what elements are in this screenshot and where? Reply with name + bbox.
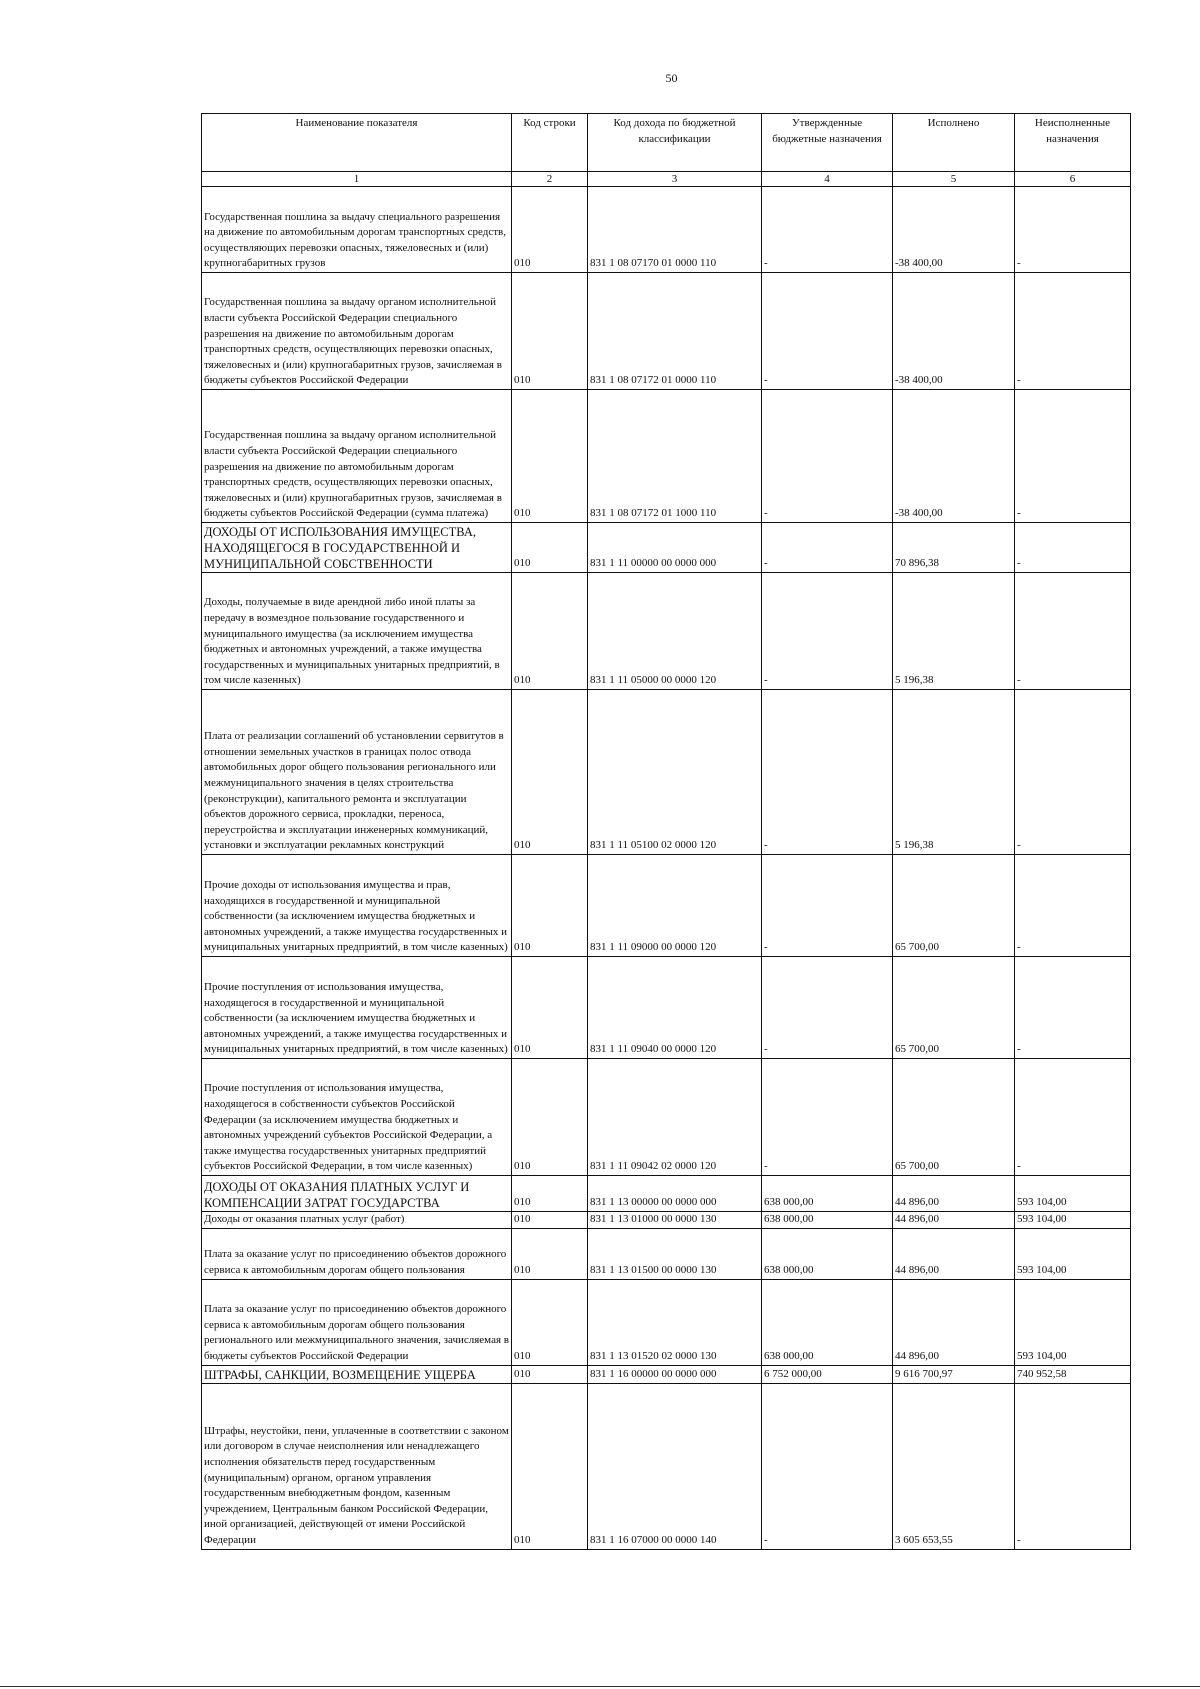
budget-report-table xyxy=(201,113,1131,1550)
row-unexecuted-amount: - xyxy=(1015,690,1131,855)
header-income-code: Код дохода по бюджетной классификации xyxy=(588,114,762,172)
row-line-code: 010 xyxy=(512,1176,588,1212)
row-approved-amount: 638 000,00 xyxy=(762,1228,893,1279)
row-approved-amount: 638 000,00 xyxy=(762,1176,893,1212)
table-row xyxy=(202,573,1131,690)
row-indicator-name: Доходы, получаемые в виде арендной либо иной платы за передачу в возмездное пользование государственного и муниципального имущества (за исключением имущества бюджетных и автономных учреждений, а также имущества государственных и муниципальных унитарных предприятий, в том числе казенных) xyxy=(202,573,512,690)
column-number: 3 xyxy=(588,172,762,187)
row-line-code: 010 xyxy=(512,273,588,390)
row-unexecuted-amount: 593 104,00 xyxy=(1015,1279,1131,1365)
row-income-code: 831 1 11 09000 00 0000 120 xyxy=(588,855,762,957)
row-income-code: 831 1 13 01500 00 0000 130 xyxy=(588,1228,762,1279)
table-row xyxy=(202,1228,1131,1279)
row-approved-amount: - xyxy=(762,1059,893,1176)
column-number: 2 xyxy=(512,172,588,187)
row-indicator-name: Плата за оказание услуг по присоединению объектов дорожного сервиса к автомобильным дорогам общего пользования xyxy=(202,1228,512,1279)
row-unexecuted-amount: - xyxy=(1015,855,1131,957)
table-row xyxy=(202,1176,1131,1212)
row-approved-amount: - xyxy=(762,1383,893,1549)
row-approved-amount: 6 752 000,00 xyxy=(762,1365,893,1383)
row-executed-amount: 65 700,00 xyxy=(893,1059,1015,1176)
column-number: 4 xyxy=(762,172,893,187)
header-row-code: Код строки xyxy=(512,114,588,172)
row-line-code: 010 xyxy=(512,1383,588,1549)
table-row xyxy=(202,390,1131,523)
row-executed-amount: 44 896,00 xyxy=(893,1212,1015,1229)
table-row xyxy=(202,1212,1131,1229)
header-executed: Исполнено xyxy=(893,114,1015,172)
column-number: 6 xyxy=(1015,172,1131,187)
table-row xyxy=(202,1059,1131,1176)
row-income-code: 831 1 11 05000 00 0000 120 xyxy=(588,573,762,690)
row-unexecuted-amount: - xyxy=(1015,573,1131,690)
row-unexecuted-amount: - xyxy=(1015,523,1131,573)
row-indicator-name: Государственная пошлина за выдачу специального разрешения на движение по автомобильным дорогам транспортных средств, осуществляющих перевозки опасных, тяжеловесных и (или) крупногабаритных грузов xyxy=(202,187,512,273)
row-approved-amount: - xyxy=(762,573,893,690)
row-executed-amount: 65 700,00 xyxy=(893,855,1015,957)
row-unexecuted-amount: - xyxy=(1015,1383,1131,1549)
row-unexecuted-amount: 740 952,58 xyxy=(1015,1365,1131,1383)
row-line-code: 010 xyxy=(512,957,588,1059)
row-executed-amount: 44 896,00 xyxy=(893,1228,1015,1279)
row-executed-amount: 5 196,38 xyxy=(893,573,1015,690)
row-executed-amount: -38 400,00 xyxy=(893,273,1015,390)
header-indicator-name: Наименование показателя xyxy=(202,114,512,172)
row-executed-amount: 5 196,38 xyxy=(893,690,1015,855)
row-approved-amount: 638 000,00 xyxy=(762,1212,893,1229)
column-numbers-row xyxy=(202,172,1131,187)
row-line-code: 010 xyxy=(512,690,588,855)
row-income-code: 831 1 11 00000 00 0000 000 xyxy=(588,523,762,573)
row-approved-amount: - xyxy=(762,187,893,273)
table-row xyxy=(202,1279,1131,1365)
table-row xyxy=(202,273,1131,390)
row-executed-amount: -38 400,00 xyxy=(893,390,1015,523)
row-line-code: 010 xyxy=(512,573,588,690)
row-indicator-name: Штрафы, неустойки, пени, уплаченные в соответствии с законом или договором в случае неисполнения или ненадлежащего исполнения обязательств перед государственным (муниципальным) органом, органом управления государственным внебюджетным фондом, казенным учреждением, Центральным банком Российской Федерации, иной организацией, действующей от имени Российской Федерации xyxy=(202,1383,512,1549)
table-row xyxy=(202,855,1131,957)
row-indicator-name: Государственная пошлина за выдачу органом исполнительной власти субъекта Российской Федерации специального разрешения на движение по автомобильным дорогам транспортных средств, осуществляющих перевозки опасных, тяжеловесных и (или) крупногабаритных грузов, зачисляемая в бюджеты субъектов Российской Федерации (сумма платежа) xyxy=(202,390,512,523)
table-row xyxy=(202,957,1131,1059)
column-number: 5 xyxy=(893,172,1015,187)
row-income-code: 831 1 13 01000 00 0000 130 xyxy=(588,1212,762,1229)
table-body xyxy=(202,187,1131,1550)
row-income-code: 831 1 13 01520 02 0000 130 xyxy=(588,1279,762,1365)
row-approved-amount: - xyxy=(762,390,893,523)
row-line-code: 010 xyxy=(512,1279,588,1365)
row-approved-amount: - xyxy=(762,273,893,390)
row-unexecuted-amount: - xyxy=(1015,273,1131,390)
row-executed-amount: 70 896,38 xyxy=(893,523,1015,573)
row-executed-amount: 9 616 700,97 xyxy=(893,1365,1015,1383)
row-line-code: 010 xyxy=(512,187,588,273)
row-executed-amount: 65 700,00 xyxy=(893,957,1015,1059)
row-unexecuted-amount: - xyxy=(1015,957,1131,1059)
row-unexecuted-amount: - xyxy=(1015,187,1131,273)
row-income-code: 831 1 13 00000 00 0000 000 xyxy=(588,1176,762,1212)
row-income-code: 831 1 11 05100 02 0000 120 xyxy=(588,690,762,855)
row-indicator-name: Государственная пошлина за выдачу органом исполнительной власти субъекта Российской Федерации специального разрешения на движение по автомобильным дорогам транспортных средств, осуществляющих перевозки опасных, тяжеловесных и (или) крупногабаритных грузов, зачисляемая в бюджеты субъектов Российской Федерации xyxy=(202,273,512,390)
row-line-code: 010 xyxy=(512,1228,588,1279)
row-approved-amount: - xyxy=(762,855,893,957)
table-row xyxy=(202,523,1131,573)
row-indicator-name: ДОХОДЫ ОТ ИСПОЛЬЗОВАНИЯ ИМУЩЕСТВА, НАХОДЯЩЕГОСЯ В ГОСУДАРСТВЕННОЙ И МУНИЦИПАЛЬНОЙ СОБСТВЕННОСТИ xyxy=(202,523,512,573)
header-approved: Утвержденные бюджетные назначения xyxy=(762,114,893,172)
table-row xyxy=(202,690,1131,855)
row-executed-amount: -38 400,00 xyxy=(893,187,1015,273)
row-executed-amount: 44 896,00 xyxy=(893,1279,1015,1365)
row-approved-amount: - xyxy=(762,523,893,573)
row-line-code: 010 xyxy=(512,1059,588,1176)
row-income-code: 831 1 08 07170 01 0000 110 xyxy=(588,187,762,273)
row-approved-amount: 638 000,00 xyxy=(762,1279,893,1365)
row-unexecuted-amount: 593 104,00 xyxy=(1015,1176,1131,1212)
row-executed-amount: 3 605 653,55 xyxy=(893,1383,1015,1549)
row-indicator-name: ШТРАФЫ, САНКЦИИ, ВОЗМЕЩЕНИЕ УЩЕРБА xyxy=(202,1365,512,1383)
row-unexecuted-amount: 593 104,00 xyxy=(1015,1212,1131,1229)
page-number: 50 xyxy=(665,71,678,85)
row-line-code: 010 xyxy=(512,855,588,957)
row-income-code: 831 1 11 09040 00 0000 120 xyxy=(588,957,762,1059)
row-line-code: 010 xyxy=(512,1212,588,1229)
page-bottom-rule xyxy=(0,1686,1200,1687)
row-indicator-name: Прочие поступления от использования имущества, находящегося в собственности субъектов Российской Федерации (за исключением имущества бюджетных и автономных учреждений субъектов Российской Федерации, а также имущества государственных унитарных предприятий субъектов Российской Федерации, в том числе казенных) xyxy=(202,1059,512,1176)
table-row xyxy=(202,187,1131,273)
table-row xyxy=(202,1365,1131,1383)
row-indicator-name: Прочие поступления от использования имущества, находящегося в государственной и муниципальной собственности (за исключением имущества бюджетных и автономных учреждений, а также имущества государственных и муниципальных унитарных предприятий, в том числе казенных) xyxy=(202,957,512,1059)
table-row xyxy=(202,1383,1131,1549)
row-approved-amount: - xyxy=(762,957,893,1059)
row-indicator-name: Плата от реализации соглашений об установлении сервитутов в отношении земельных участков в границах полос отвода автомобильных дорог общего пользования регионального или межмуниципального значения в целях строительства (реконструкции), капитального ремонта и эксплуатации объектов дорожного сервиса, прокладки, переноса, переустройства и эксплуатации инженерных коммуникаций, установки и эксплуатации рекламных конструкций xyxy=(202,690,512,855)
row-income-code: 831 1 08 07172 01 1000 110 xyxy=(588,390,762,523)
row-executed-amount: 44 896,00 xyxy=(893,1176,1015,1212)
row-line-code: 010 xyxy=(512,1365,588,1383)
row-line-code: 010 xyxy=(512,523,588,573)
header-unexecuted: Неисполненные назначения xyxy=(1015,114,1131,172)
row-income-code: 831 1 16 00000 00 0000 000 xyxy=(588,1365,762,1383)
row-unexecuted-amount: - xyxy=(1015,1059,1131,1176)
row-indicator-name: ДОХОДЫ ОТ ОКАЗАНИЯ ПЛАТНЫХ УСЛУГ И КОМПЕНСАЦИИ ЗАТРАТ ГОСУДАРСТВА xyxy=(202,1176,512,1212)
row-unexecuted-amount: 593 104,00 xyxy=(1015,1228,1131,1279)
row-income-code: 831 1 11 09042 02 0000 120 xyxy=(588,1059,762,1176)
row-line-code: 010 xyxy=(512,390,588,523)
row-income-code: 831 1 08 07172 01 0000 110 xyxy=(588,273,762,390)
row-unexecuted-amount: - xyxy=(1015,390,1131,523)
row-indicator-name: Плата за оказание услуг по присоединению объектов дорожного сервиса к автомобильным дорогам общего пользования регионального или межмуниципального значения, зачисляемая в бюджеты субъектов Российской Федерации xyxy=(202,1279,512,1365)
column-number: 1 xyxy=(202,172,512,187)
row-indicator-name: Доходы от оказания платных услуг (работ) xyxy=(202,1212,512,1229)
row-indicator-name: Прочие доходы от использования имущества и прав, находящихся в государственной и муниципальной собственности (за исключением имущества бюджетных и автономных учреждений, а также имущества государственных и муниципальных унитарных предприятий, в том числе казенных) xyxy=(202,855,512,957)
row-approved-amount: - xyxy=(762,690,893,855)
table-header-row xyxy=(202,114,1131,172)
row-income-code: 831 1 16 07000 00 0000 140 xyxy=(588,1383,762,1549)
